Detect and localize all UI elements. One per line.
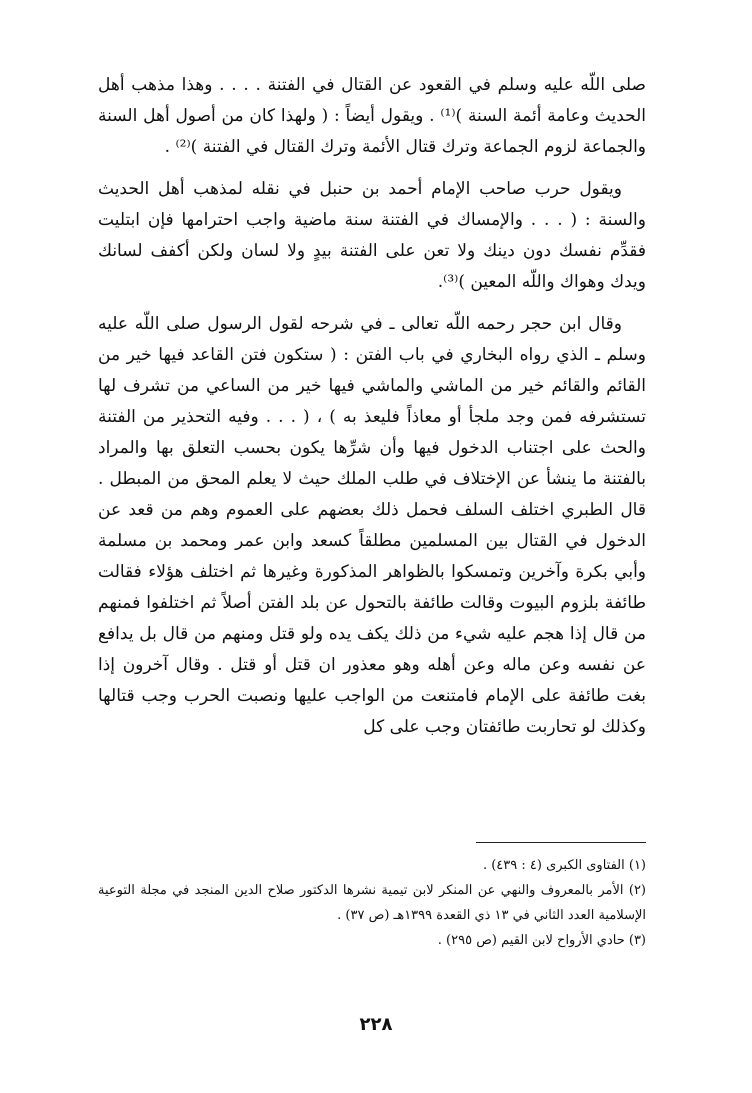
paragraph-1: صلى اللّه عليه وسلم في القعود عن القتال في الفتنة . . . . وهذا مذهب أهل الحديث وعامة أئمة السنة )⁽¹⁾ . ويقول أيضاً : ( ولهذا كان من أصول أهل السنة والجماعة لزوم الجماعة وترك قتال الأئمة وترك القتال في الفتنة )⁽²⁾ . [98, 75, 646, 157]
footnote-separator [476, 842, 646, 843]
paragraph-3: وقال ابن حجر رحمه اللّه تعالى ـ في شرحه لقول الرسول صلى اللّه عليه وسلم ـ الذي رواه البخاري في باب الفتن : ( ستكون فتن القاعد فيها خير من القائم والقائم خير من الماشي والماشي فيها خير من الساعي من تشرف لها تستشرفه فمن وجد ملجأ أو معاذاً فليعذ به ) ، ( . . . وفيه التحذير من الفتنة والحث على اجتناب الدخول فيها وأن شرِّها يكون بحسب التعلق بها والمراد بالفتنة ما ينشأ عن الإختلاف في طلب الملك حيث لا يعلم المحق من المبطل . قال الطبري اختلف السلف فحمل ذلك بعضهم على العموم وهم من قعد عن الدخول في القتال بين المسلمين مطلقاً كسعد وابن عمر ومحمد بن مسلمة وأبي بكرة وآخرين وتمسكوا بالظواهر المذكورة وغيرها ثم اختلف هؤلاء فقالت طائفة بلزوم البيوت وقالت طائفة بالتحول عن بلد الفتن أصلاً ثم اختلفوا فمنهم من قال إذا هجم عليه شيء من ذلك يكف يده ولو قتل ومنهم من قال بل يدافع عن نفسه وعن ماله وعن أهله وهو معذور ان قتل أو قتل . وقال آخرون إذا بغت طائفة على الإمام فامتنعت من الواجب عليها ونصبت الحرب وجب قتالها وكذلك لو تحاربت طائفتان وجب على كل [98, 314, 646, 737]
footnote-2: (٢) الأمر بالمعروف والنهي عن المنكر لابن تيمية نشرها الدكتور صلاح الدين المنجد في مجلة التوعية الإسلامية العدد الثاني في ١٣ ذي القعدة ١٣٩٩هـ (ص ٣٧) . [98, 883, 646, 923]
main-text [98, 70, 646, 743]
footnote-3: (٣) حادي الأرواح لابن القيم (ص ٢٩٥) . [437, 933, 646, 948]
footnotes [98, 853, 646, 953]
paragraph-2: ويقول حرب صاحب الإمام أحمد بن حنبل في نقله لمذهب أهل الحديث والسنة : ( . . . والإمساك في الفتنة سنة ماضية واجب احترامها فإن ابتليت فقدِّم نفسك دون دينك ولا تعن على الفتنة بيدٍ ولا لسان ولكن أكفف لسانك ويدك وهواك واللّه المعين )⁽³⁾. [98, 179, 646, 292]
footnote-1: (١) الفتاوى الكبرى (٤ : ٤٣٩) . [482, 858, 646, 873]
page-number: ٢٢٨ [359, 1014, 393, 1035]
